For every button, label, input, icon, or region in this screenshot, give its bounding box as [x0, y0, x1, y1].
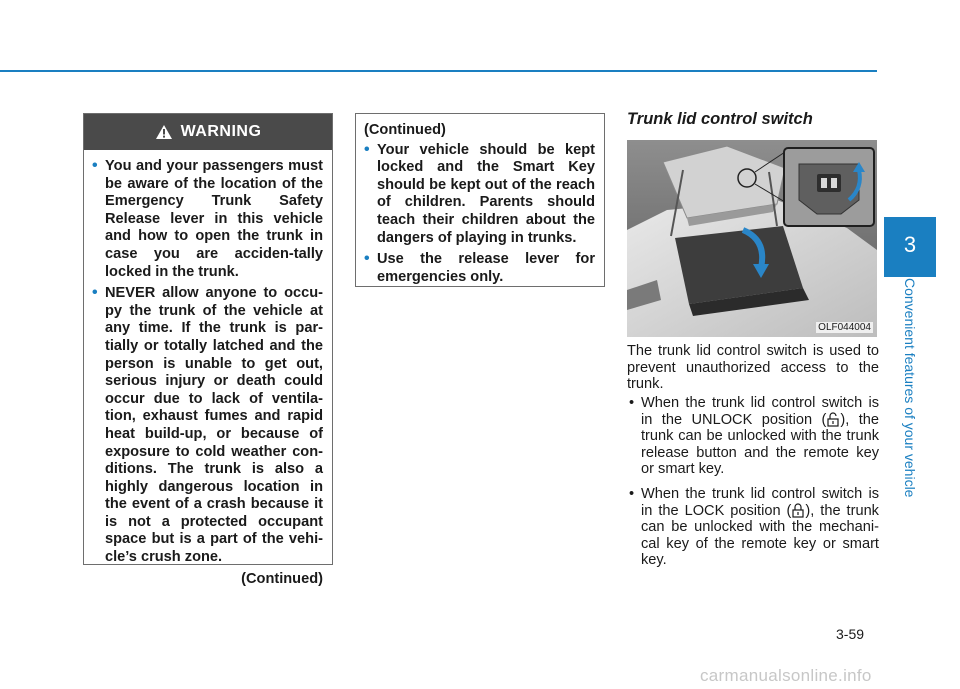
chapter-tab[interactable]	[884, 217, 936, 277]
trunk-figure	[627, 140, 877, 337]
continued-item: • Use the release lever for emergencies only.	[364, 250, 595, 285]
unlock-bullet: • When the trunk lid control switch is in the UNLOCK position ( ), the trunk can be unlocked with the trunk release button and the remote key or smart key.	[629, 395, 879, 478]
warning-item: • NEVER allow anyone to occu-py the trunk of the vehicle at any time. If the trunk is par-tially or totally latched and the person is unable to get out, serious injury or death could occur due to lack of ventila-tion, exhaust fumes and rapid heat build-up, or because of exposure to cold weather con-ditions. The trunk is also a highly dangerous location in the event of a crash because it is not a protected occupant space but is a part of the vehi-cle’s crush zone.	[92, 284, 323, 566]
warning-triangle-icon	[155, 124, 173, 140]
chapter-title: Convenient features of your vehicle	[902, 278, 918, 498]
continued-label: (Continued)	[364, 122, 446, 138]
warning-item: • You and your passengers must be aware of the location of the Emergency Trunk Safety Release lever in this vehicle and how to open the trunk in case you are acciden-tally locked in the trunk.	[92, 157, 323, 280]
watermark[interactable]: carmanualsonline.info	[700, 666, 872, 685]
warning-heading: WARNING	[180, 123, 262, 141]
unlock-icon	[827, 412, 839, 427]
chapter-rail	[884, 278, 936, 508]
figure-code: OLF044004	[818, 322, 871, 333]
bullet-icon: •	[364, 250, 370, 268]
bullet-icon: •	[629, 485, 635, 502]
bullet-icon: •	[364, 140, 370, 158]
lock-icon	[792, 503, 804, 518]
page-number: 3-59	[836, 626, 865, 642]
header-rule	[0, 70, 877, 72]
trunk-illustration	[627, 140, 877, 337]
warning-header	[84, 114, 332, 150]
chapter-number: 3	[903, 232, 917, 257]
intro-paragraph: The trunk lid control switch is used to prevent unauthorized access to the trunk.	[627, 343, 879, 393]
continued-box	[355, 113, 605, 287]
bullet-icon: •	[92, 284, 98, 302]
lock-bullet: • When the trunk lid control switch is in the LOCK position ( ), the trunk can be unlocked with the mechani-cal key of the remote key or smart key.	[629, 485, 879, 569]
warning-box	[83, 113, 333, 587]
switch-bullets	[627, 395, 879, 577]
section-title: Trunk lid control switch	[627, 110, 813, 128]
warning-continued: (Continued)	[241, 570, 323, 587]
bullet-icon: •	[629, 395, 635, 411]
continued-item: • Your vehicle should be kept locked and the Smart Key should be kept out of the reach of children. Parents should teach their children about the dangers of playing in trunks.	[364, 140, 595, 246]
bullet-icon: •	[92, 157, 98, 174]
